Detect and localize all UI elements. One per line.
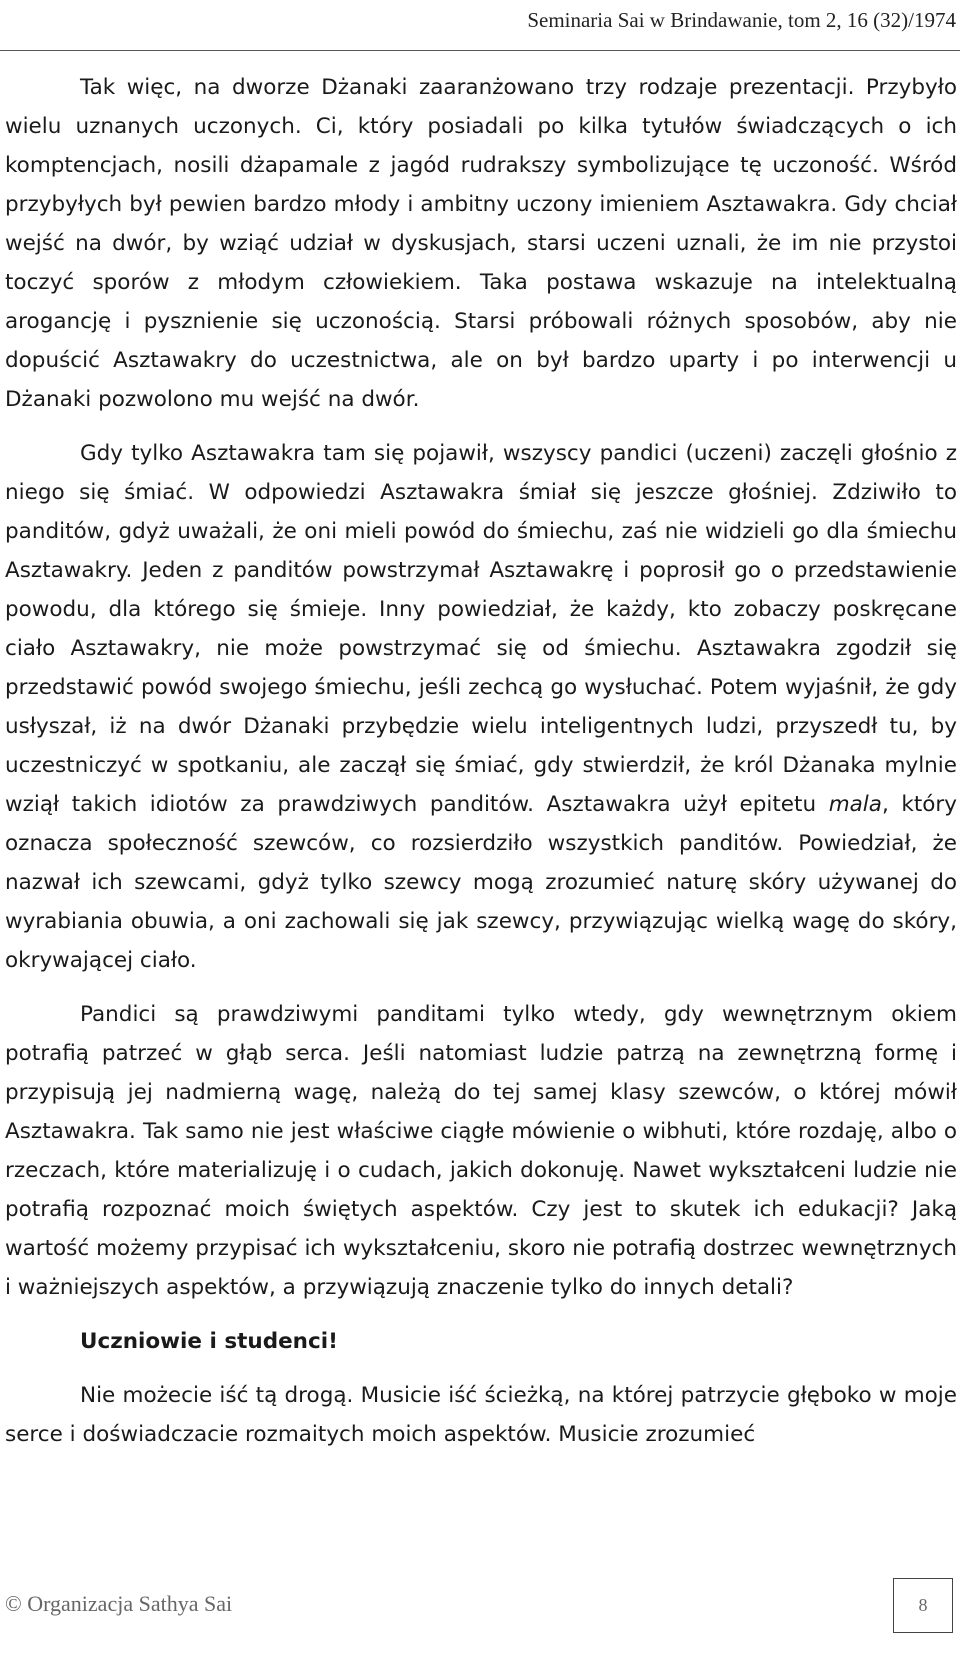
page-header [0,0,960,51]
page-number: 8 [918,1595,928,1615]
paragraph-2 [5,434,957,980]
section-heading: Uczniowie i studenci! [80,1329,338,1354]
italic-term: mala [828,792,882,817]
paragraph-3: Pandici są prawdziwymi panditami tylko wtedy, gdy wewnętrznym okiem potrafią patrzeć w głąb serca. Jeśli natomiast ludzie patrzą na zewnętrzną formę i przypisują jej nadmierną wagę, należą do tej samej klasy szewców, o której mówił Asztawakra. Tak samo nie jest właściwe ciągłe mówienie o wibhuti, które rozdaję, albo o rzeczach, które materializuję i o cudach, jakich dokonuję. Nawet wykształceni ludzie nie potrafią rozpoznać moich świętych aspektów. Czy jest to skutek ich edukacji? Jaką wartość możemy przypisać ich wykształceniu, skoro nie potrafią dostrzec wewnętrznych i ważniejszych aspektów, a przywiązują znaczenie tylko do innych detali? [5,1002,957,1300]
paragraph-2-text-b: , który oznacza społeczność szewców, co rozsierdziło wszystkich panditów. Powiedział, że nazwał ich szewcami, gdyż tylko szewcy mogą zrozumieć naturę skóry używanej do wyrabiania obuwia, a oni zachowali się jak szewcy, przywiązując wielką wagę do skóry, okrywającej ciało. [5,792,957,973]
page-number-box [893,1578,953,1633]
running-header-title: Seminaria Sai w Brindawanie, tom 2, 16 (32)/1974 [527,8,956,32]
paragraph-2-text-a: Gdy tylko Asztawakra tam się pojawił, wszyscy pandici (uczeni) zaczęli głośnio z niego się śmiać. W odpowiedzi Asztawakra śmiał się jeszcze głośniej. Zdziwiło to panditów, gdyż uważali, że oni mieli powód do śmiechu, zaś nie widzieli go dla śmiechu Asztawakry. Jeden z panditów powstrzymał Asztawakrę i poprosił go o przedstawienie powodu, dla którego się śmieje. Inny powiedział, że każdy, kto zobaczy poskręcane ciało Asztawakry, nie może powstrzymać się od śmiechu. Asztawakra zgodził się przedstawić powód swojego śmiechu, jeśli zechcą go wysłuchać. Potem wyjaśnił, że gdy usłyszał, iż na dwór Dżanaki przybędzie wielu inteligentnych ludzi, przyszedł tu, by uczestniczyć w spotkaniu, ale zaczął się śmiać, gdy stwierdził, że król Dżanaka mylnie wziął takich idiotów za prawdziwych panditów. Asztawakra użył epitetu [5,441,957,817]
document-body [5,68,957,1454]
footer-copyright: © Organizacja Sathya Sai [5,1591,233,1616]
paragraph-4: Nie możecie iść tą drogą. Musicie iść ścieżką, na której patrzycie głęboko w moje serce i doświadczacie rozmaitych moich aspektów. Musicie zrozumieć [5,1383,957,1447]
paragraph-1: Tak więc, na dworze Dżanaki zaaranżowano trzy rodzaje prezentacji. Przybyło wielu uznanych uczonych. Ci, który posiadali po kilka tytułów świadczących o ich komptencjach, nosili dżapamale z jagód rudrakszy symbolizujące tę uczoność. Wśród przybyłych był pewien bardzo młody i ambitny uczony imieniem Asztawakra. Gdy chciał wejść na dwór, by wziąć udział w dyskusjach, starsi uczeni uznali, że im nie przystoi toczyć sporów z młodym człowiekiem. Taka postawa wskazuje na intelektualną arogancję i pysznienie się uczonością. Starsi próbowali różnych sposobów, aby nie dopuścić Asztawakry do uczestnictwa, ale on był bardzo uparty i po interwencji u Dżanaki pozwolono mu wejść na dwór. [5,75,957,412]
